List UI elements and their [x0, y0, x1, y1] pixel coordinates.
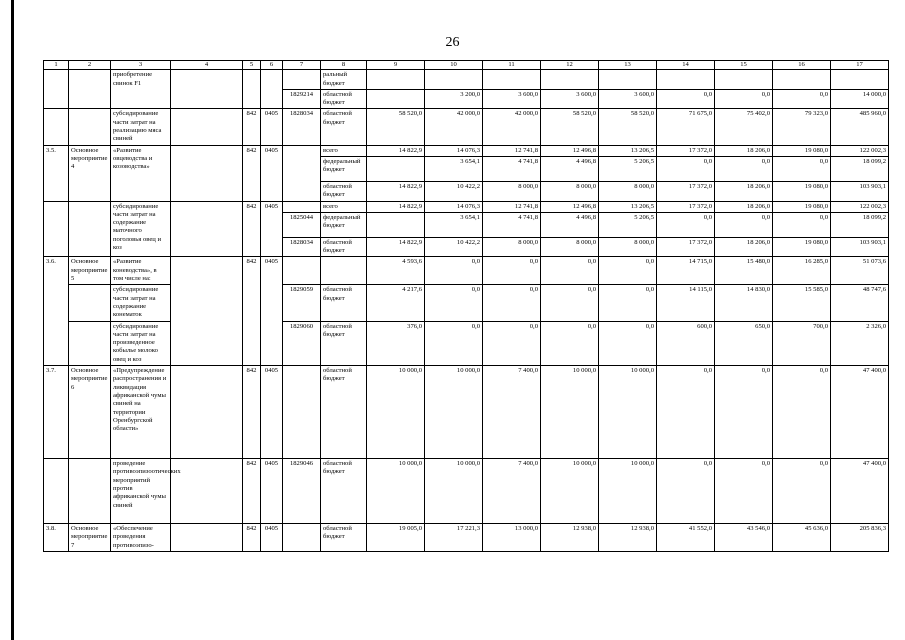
empty-cell — [715, 70, 773, 90]
col-header: 14 — [657, 61, 715, 70]
table-cell — [69, 201, 111, 257]
value-cell: 14 822,9 — [367, 145, 425, 156]
value-cell: 0,0 — [599, 321, 657, 365]
value-cell: 19 080,0 — [773, 201, 831, 212]
value-cell: 79 323,0 — [773, 109, 831, 145]
value-cell: 376,0 — [367, 321, 425, 365]
table-cell — [171, 366, 243, 459]
code-cell: 842 — [243, 257, 261, 366]
value-cell: 18 206,0 — [715, 145, 773, 156]
activity-name: субсидирование части затрат на произведенное кобылье молоко овец и коз — [111, 321, 171, 365]
empty-cell — [599, 70, 657, 90]
code-cell: 1829059 — [283, 285, 321, 321]
table-cell — [283, 70, 321, 90]
code-cell: 1829060 — [283, 321, 321, 365]
funding-source: областной бюджет — [321, 237, 367, 257]
value-cell: 45 636,0 — [773, 524, 831, 552]
value-cell: 8 000,0 — [483, 237, 541, 257]
code-cell: 842 — [243, 109, 261, 145]
table-cell — [283, 257, 321, 285]
value-cell: 0,0 — [715, 212, 773, 237]
value-cell: 0,0 — [657, 156, 715, 181]
funding-source: всего — [321, 201, 367, 212]
value-cell: 3 600,0 — [483, 89, 541, 109]
code-cell: 0405 — [261, 109, 283, 145]
value-cell: 12 741,8 — [483, 201, 541, 212]
table-row — [44, 109, 889, 145]
table-cell — [171, 524, 243, 552]
code-cell: 1828034 — [283, 109, 321, 145]
col-header: 1 — [44, 61, 69, 70]
value-cell: 43 546,0 — [715, 524, 773, 552]
value-cell: 600,0 — [657, 321, 715, 365]
value-cell: 17 372,0 — [657, 181, 715, 201]
value-cell: 0,0 — [715, 366, 773, 459]
header-row — [44, 61, 889, 70]
table-cell — [69, 321, 111, 365]
table-cell — [69, 109, 111, 145]
code-cell: 1825044 — [283, 212, 321, 237]
value-cell: 2 326,0 — [831, 321, 889, 365]
value-cell — [367, 156, 425, 181]
budget-table — [43, 60, 889, 552]
value-cell: 14 715,0 — [657, 257, 715, 285]
funding-source: федеральный бюджет — [321, 156, 367, 181]
code-cell: 1829046 — [283, 459, 321, 524]
value-cell: 58 520,0 — [367, 109, 425, 145]
value-cell: 0,0 — [773, 89, 831, 109]
value-cell: 4 741,8 — [483, 212, 541, 237]
value-cell: 10 422,2 — [425, 181, 483, 201]
value-cell: 0,0 — [657, 366, 715, 459]
value-cell: 19 080,0 — [773, 181, 831, 201]
col-header: 9 — [367, 61, 425, 70]
col-header: 7 — [283, 61, 321, 70]
table-row — [44, 524, 889, 552]
item-number: 3.7. — [44, 366, 69, 459]
code-cell: 0405 — [261, 459, 283, 524]
value-cell: 15 480,0 — [715, 257, 773, 285]
code-cell: 842 — [243, 201, 261, 257]
col-header: 12 — [541, 61, 599, 70]
activity-name: субсидирование части затрат на реализацию мяса свиней — [111, 109, 171, 145]
measure-name: Основное мероприятие 4 — [69, 145, 111, 201]
funding-source: областной бюджет — [321, 109, 367, 145]
value-cell: 0,0 — [657, 459, 715, 524]
value-cell: 19 005,0 — [367, 524, 425, 552]
value-cell: 14 115,0 — [657, 285, 715, 321]
value-cell: 103 903,1 — [831, 237, 889, 257]
value-cell: 41 552,0 — [657, 524, 715, 552]
code-cell: 842 — [243, 459, 261, 524]
value-cell: 4 496,8 — [541, 212, 599, 237]
code-cell: 1829214 — [283, 89, 321, 109]
funding-source: областной бюджет — [321, 285, 367, 321]
value-cell: 15 585,0 — [773, 285, 831, 321]
value-cell: 47 400,0 — [831, 366, 889, 459]
table-cell — [171, 459, 243, 524]
col-header: 6 — [261, 61, 283, 70]
value-cell: 17 372,0 — [657, 237, 715, 257]
value-cell: 17 221,3 — [425, 524, 483, 552]
item-number — [44, 459, 69, 524]
table-cell — [283, 145, 321, 201]
code-cell: 0405 — [261, 201, 283, 257]
value-cell: 0,0 — [773, 156, 831, 181]
empty-cell — [657, 70, 715, 90]
value-cell: 42 000,0 — [483, 109, 541, 145]
col-header: 17 — [831, 61, 889, 70]
value-cell: 0,0 — [657, 212, 715, 237]
value-cell: 4 496,8 — [541, 156, 599, 181]
value-cell: 7 400,0 — [483, 366, 541, 459]
table-row — [44, 201, 889, 212]
empty-cell — [483, 70, 541, 90]
value-cell: 16 285,0 — [773, 257, 831, 285]
table-row — [44, 257, 889, 285]
code-cell: 0405 — [261, 524, 283, 552]
table-row — [44, 366, 889, 459]
activity-name: субсидирование части затрат на содержание конематок — [111, 285, 171, 321]
value-cell: 75 402,0 — [715, 109, 773, 145]
col-header: 8 — [321, 61, 367, 70]
value-cell: 14 830,0 — [715, 285, 773, 321]
activity-name: проведение противоэпизоотических мероприятий против африканской чумы свиней — [111, 459, 171, 524]
page-number: 26 — [445, 35, 460, 50]
value-cell: 14 822,9 — [367, 237, 425, 257]
value-cell: 12 496,8 — [541, 201, 599, 212]
value-cell — [367, 212, 425, 237]
value-cell: 14 822,9 — [367, 181, 425, 201]
value-cell: 13 206,5 — [599, 145, 657, 156]
col-header: 2 — [69, 61, 111, 70]
value-cell: 51 073,6 — [831, 257, 889, 285]
col-header: 16 — [773, 61, 831, 70]
item-number: 3.8. — [44, 524, 69, 552]
value-cell: 4 217,6 — [367, 285, 425, 321]
value-cell: 14 822,9 — [367, 201, 425, 212]
activity-name: субсидирование части затрат на содержание маточного поголовья овец и коз — [111, 201, 171, 257]
value-cell: 485 960,0 — [831, 109, 889, 145]
value-cell: 13 206,5 — [599, 201, 657, 212]
col-header: 13 — [599, 61, 657, 70]
table-row — [44, 321, 889, 365]
measure-name: Основное мероприятие 7 — [69, 524, 111, 552]
value-cell: 10 000,0 — [599, 366, 657, 459]
col-header: 3 — [111, 61, 171, 70]
funding-source: ральный бюджет — [321, 70, 367, 90]
value-cell: 7 400,0 — [483, 459, 541, 524]
value-cell: 18 206,0 — [715, 181, 773, 201]
funding-source: всего — [321, 145, 367, 156]
value-cell: 650,0 — [715, 321, 773, 365]
value-cell: 10 000,0 — [541, 366, 599, 459]
code-cell — [283, 366, 321, 459]
value-cell: 0,0 — [773, 212, 831, 237]
value-cell: 700,0 — [773, 321, 831, 365]
empty-cell — [367, 70, 425, 90]
col-header: 10 — [425, 61, 483, 70]
table-cell — [171, 70, 243, 109]
code-cell: 0405 — [261, 145, 283, 201]
code-cell: 842 — [243, 366, 261, 459]
value-cell: 3 654,1 — [425, 212, 483, 237]
code-cell: 0405 — [261, 257, 283, 366]
value-cell: 14 076,3 — [425, 145, 483, 156]
value-cell: 10 000,0 — [367, 366, 425, 459]
value-cell: 0,0 — [657, 89, 715, 109]
value-cell: 12 938,0 — [599, 524, 657, 552]
value-cell: 17 372,0 — [657, 145, 715, 156]
value-cell: 19 080,0 — [773, 237, 831, 257]
value-cell: 3 654,1 — [425, 156, 483, 181]
value-cell: 122 002,3 — [831, 201, 889, 212]
value-cell: 4 741,8 — [483, 156, 541, 181]
value-cell: 48 747,6 — [831, 285, 889, 321]
measure-name: Основное мероприятие 6 — [69, 366, 111, 459]
table-cell — [171, 257, 243, 366]
measure-name: Основное мероприятие 5 — [69, 257, 111, 285]
value-cell: 5 206,5 — [599, 212, 657, 237]
table-cell — [44, 109, 69, 145]
funding-source: областной бюджет — [321, 524, 367, 552]
code-cell — [283, 524, 321, 552]
value-cell: 0,0 — [715, 156, 773, 181]
value-cell: 0,0 — [541, 285, 599, 321]
empty-cell — [541, 70, 599, 90]
value-cell: 8 000,0 — [483, 181, 541, 201]
value-cell: 47 400,0 — [831, 459, 889, 524]
value-cell: 14 000,0 — [831, 89, 889, 109]
table-cell — [44, 70, 69, 109]
value-cell: 0,0 — [483, 321, 541, 365]
col-header: 4 — [171, 61, 243, 70]
activity-name: «Предупреждение распространения и ликвидация африканской чумы свиней на территории Оренбургской области» — [111, 366, 171, 459]
col-header: 5 — [243, 61, 261, 70]
table-cell — [171, 201, 243, 257]
value-cell: 12 496,8 — [541, 145, 599, 156]
table-cell — [243, 70, 261, 109]
value-cell: 8 000,0 — [541, 237, 599, 257]
table-cell — [69, 70, 111, 109]
value-cell: 0,0 — [425, 285, 483, 321]
col-header: 11 — [483, 61, 541, 70]
value-cell: 3 600,0 — [599, 89, 657, 109]
value-cell: 58 520,0 — [599, 109, 657, 145]
value-cell: 10 000,0 — [599, 459, 657, 524]
value-cell: 17 372,0 — [657, 201, 715, 212]
value-cell: 18 099,2 — [831, 212, 889, 237]
funding-source: федеральный бюджет — [321, 212, 367, 237]
value-cell: 0,0 — [715, 89, 773, 109]
value-cell: 0,0 — [715, 459, 773, 524]
value-cell: 10 422,2 — [425, 237, 483, 257]
table-row — [44, 70, 889, 90]
value-cell: 0,0 — [599, 257, 657, 285]
value-cell: 42 000,0 — [425, 109, 483, 145]
value-cell: 8 000,0 — [599, 181, 657, 201]
value-cell: 0,0 — [773, 459, 831, 524]
table-cell — [321, 257, 367, 285]
value-cell: 71 675,0 — [657, 109, 715, 145]
funding-source: областной бюджет — [321, 321, 367, 365]
table-row — [44, 285, 889, 321]
value-cell: 3 200,0 — [425, 89, 483, 109]
value-cell: 12 741,8 — [483, 145, 541, 156]
table-cell — [44, 201, 69, 257]
value-cell: 4 593,6 — [367, 257, 425, 285]
value-cell: 13 000,0 — [483, 524, 541, 552]
table-cell — [171, 109, 243, 145]
value-cell: 10 000,0 — [425, 366, 483, 459]
value-cell: 5 206,5 — [599, 156, 657, 181]
value-cell: 0,0 — [425, 257, 483, 285]
funding-source: областной бюджет — [321, 89, 367, 109]
funding-source: областной бюджет — [321, 181, 367, 201]
table-cell — [261, 70, 283, 109]
code-cell: 0405 — [261, 366, 283, 459]
funding-source: областной бюджет — [321, 366, 367, 459]
value-cell: 18 206,0 — [715, 201, 773, 212]
value-cell: 12 938,0 — [541, 524, 599, 552]
activity-name: «Развитие овцеводства и козоводства» — [111, 145, 171, 201]
value-cell: 103 903,1 — [831, 181, 889, 201]
value-cell: 0,0 — [425, 321, 483, 365]
value-cell: 0,0 — [483, 257, 541, 285]
value-cell: 18 099,2 — [831, 156, 889, 181]
empty-cell — [831, 70, 889, 90]
table-row — [44, 459, 889, 524]
value-cell: 122 002,3 — [831, 145, 889, 156]
code-cell: 842 — [243, 524, 261, 552]
empty-cell — [425, 70, 483, 90]
table-cell — [69, 285, 111, 321]
value-cell: 19 080,0 — [773, 145, 831, 156]
activity-name: приобретение свинок F1 — [111, 70, 171, 109]
value-cell: 205 836,3 — [831, 524, 889, 552]
empty-cell — [773, 70, 831, 90]
value-cell: 0,0 — [541, 257, 599, 285]
value-cell: 0,0 — [599, 285, 657, 321]
value-cell: 3 600,0 — [541, 89, 599, 109]
activity-name: «Обеспечение проведения противоэпизо- — [111, 524, 171, 552]
left-margin-bar — [11, 0, 14, 640]
code-cell: 842 — [243, 145, 261, 201]
activity-name: «Развитие коневодства», в том числе на: — [111, 257, 171, 285]
value-cell — [367, 89, 425, 109]
value-cell: 10 000,0 — [425, 459, 483, 524]
value-cell: 18 206,0 — [715, 237, 773, 257]
value-cell: 58 520,0 — [541, 109, 599, 145]
value-cell: 8 000,0 — [599, 237, 657, 257]
code-cell — [283, 201, 321, 212]
col-header: 15 — [715, 61, 773, 70]
measure-name — [69, 459, 111, 524]
value-cell: 10 000,0 — [541, 459, 599, 524]
table-row — [44, 145, 889, 156]
value-cell: 14 076,3 — [425, 201, 483, 212]
value-cell: 0,0 — [483, 285, 541, 321]
funding-source: областной бюджет — [321, 459, 367, 524]
item-number: 3.6. — [44, 257, 69, 366]
value-cell: 0,0 — [541, 321, 599, 365]
item-number: 3.5. — [44, 145, 69, 201]
value-cell: 8 000,0 — [541, 181, 599, 201]
table-cell — [171, 145, 243, 201]
value-cell: 10 000,0 — [367, 459, 425, 524]
code-cell: 1828034 — [283, 237, 321, 257]
value-cell: 0,0 — [773, 366, 831, 459]
